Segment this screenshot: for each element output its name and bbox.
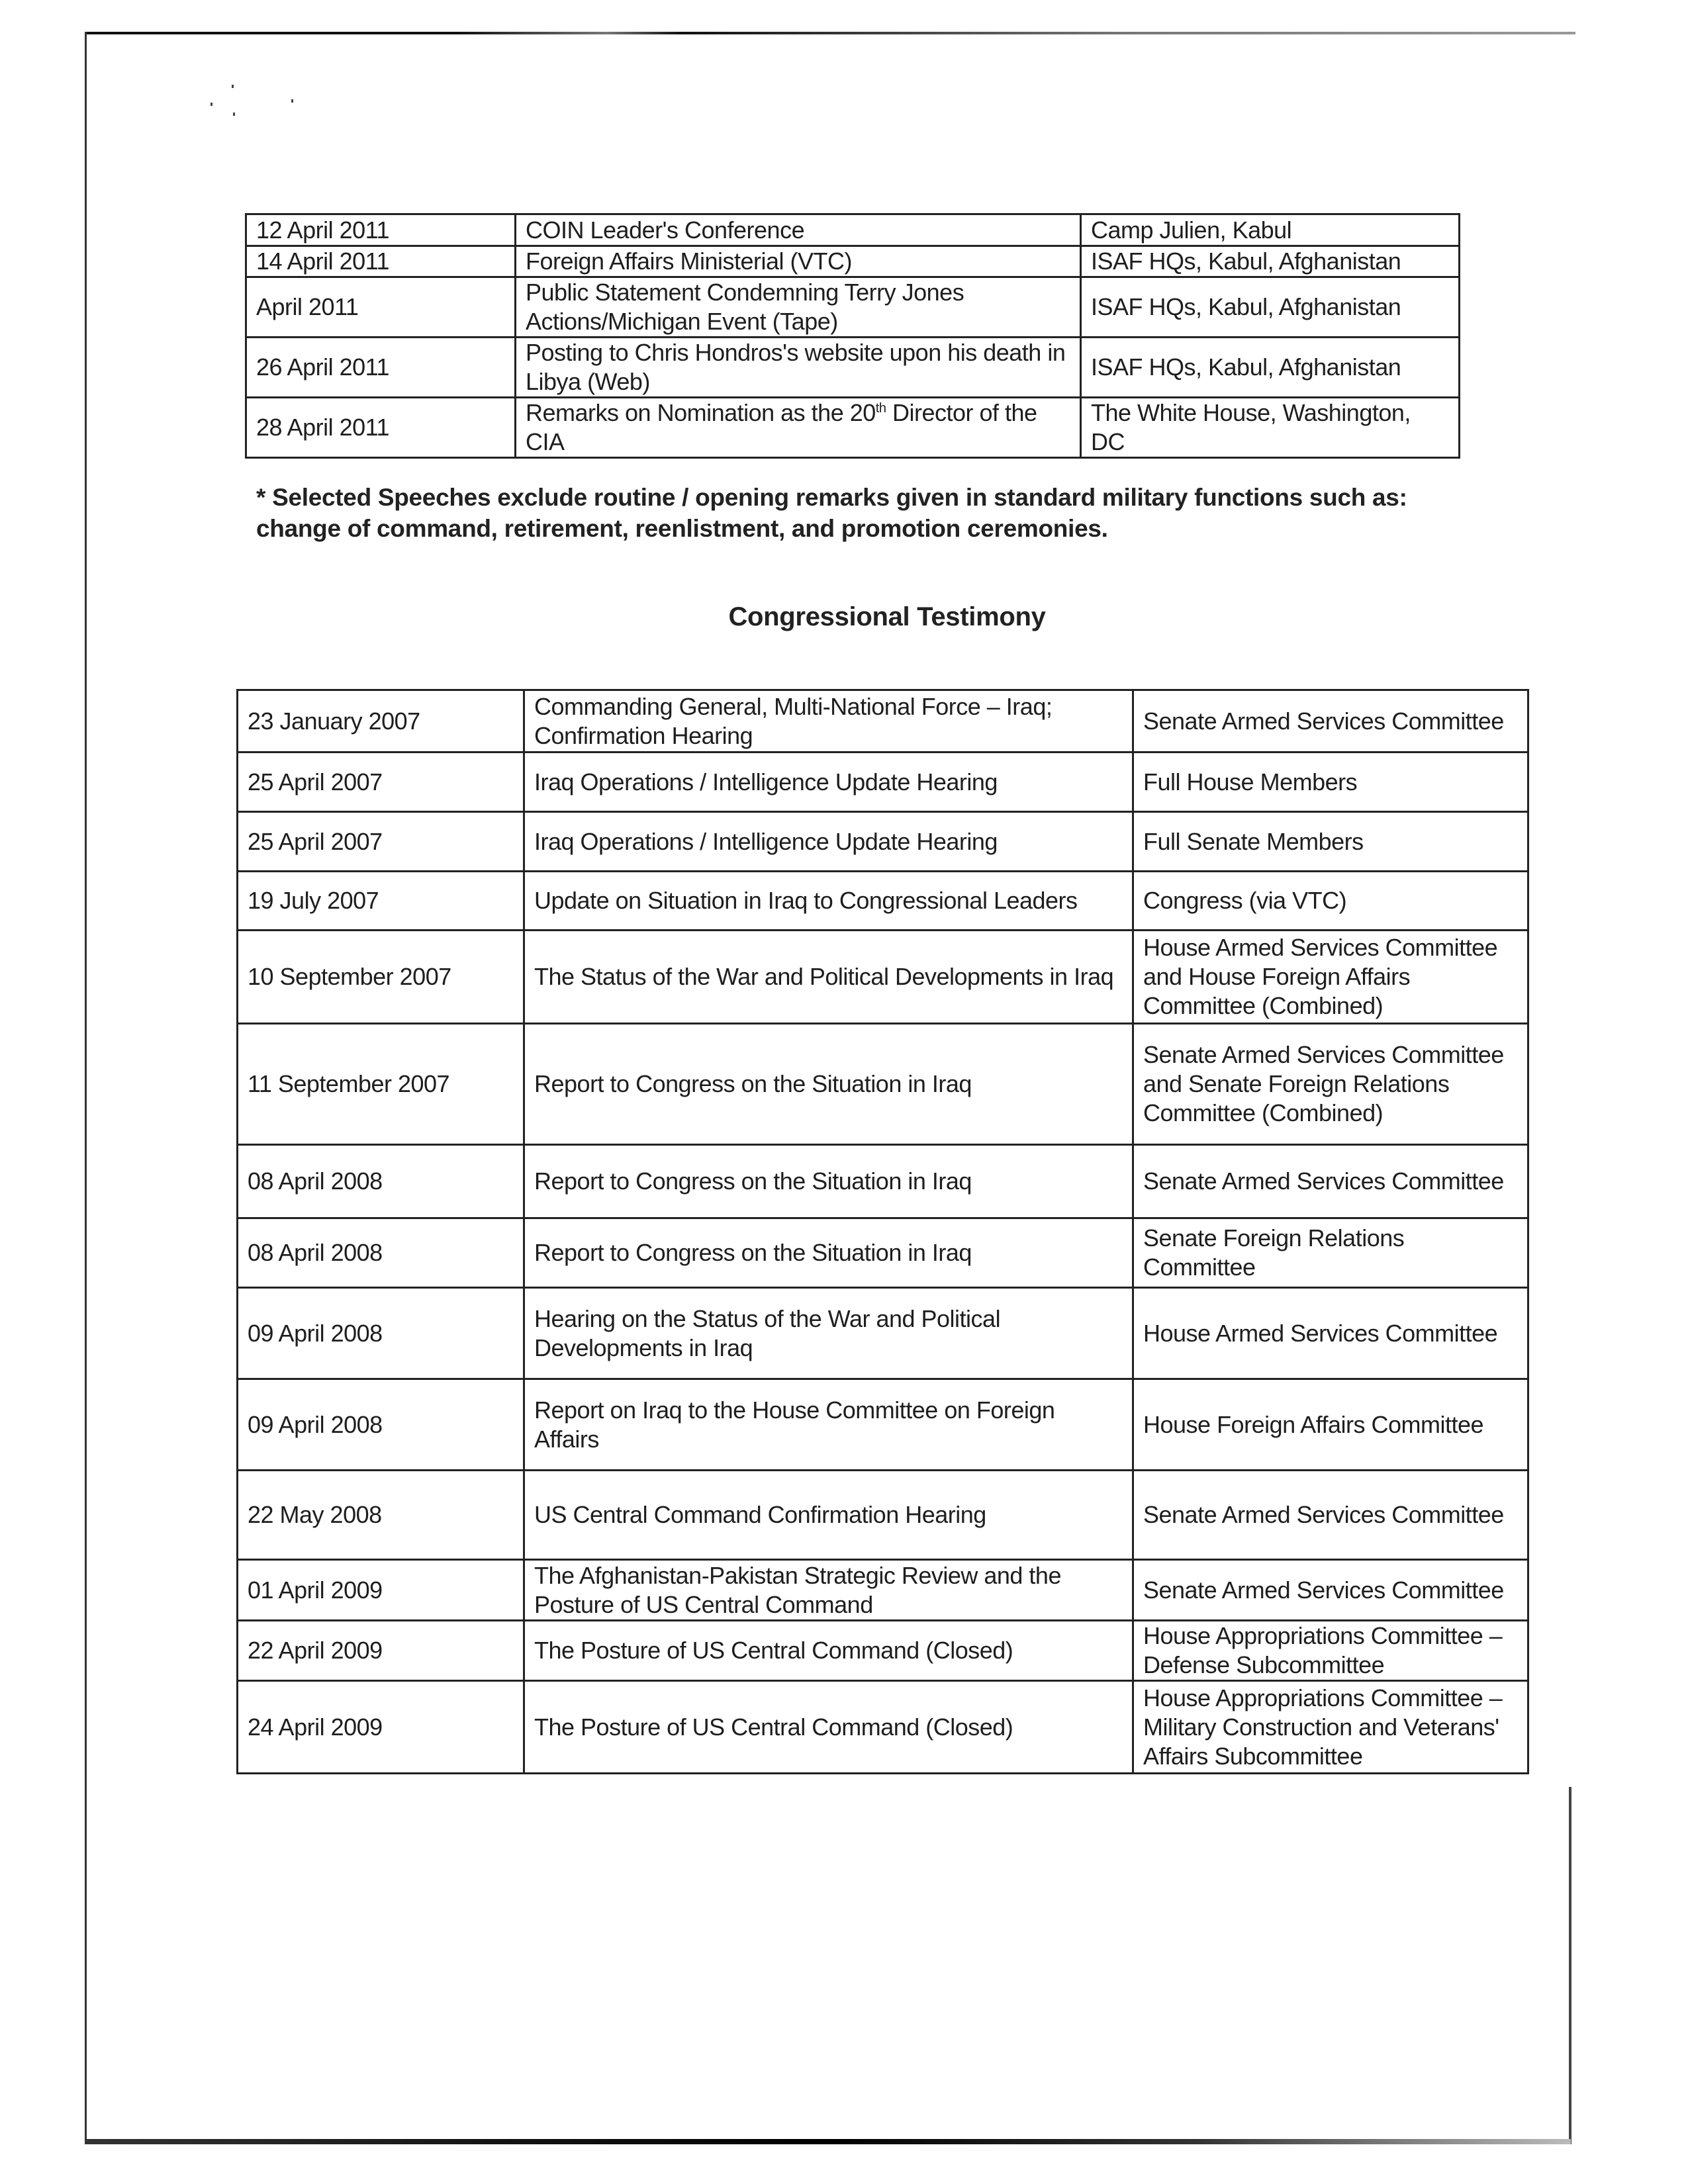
page-border-right: [1569, 1787, 1571, 2144]
page-border-bottom: [85, 2139, 1571, 2144]
location-cell: ISAF HQs, Kabul, Afghanistan: [1081, 338, 1460, 398]
body-cell: Senate Foreign Relations Committee: [1133, 1218, 1528, 1288]
table-row: [238, 872, 1528, 931]
table-row: [238, 1471, 1528, 1560]
table-row: [238, 1024, 1528, 1145]
table-row: [238, 1621, 1528, 1681]
topic-cell: The Posture of US Central Command (Closed): [524, 1681, 1133, 1774]
event-cell: Foreign Affairs Ministerial (VTC): [516, 246, 1081, 277]
speeches-footnote: * Selected Speeches exclude routine / opening remarks given in standard military functions such as: change of command, retirement, reenlistment, and promotion ceremonies.: [256, 484, 1407, 542]
table-row: [246, 398, 1460, 458]
table-row: [238, 1145, 1528, 1218]
table-row: [238, 931, 1528, 1024]
topic-cell: Commanding General, Multi-National Force – Iraq; Confirmation Hearing: [524, 690, 1133, 752]
topic-cell: The Afghanistan-Pakistan Strategic Review and the Posture of US Central Command: [524, 1560, 1133, 1621]
date-cell: 12 April 2011: [246, 214, 516, 246]
body-cell: House Foreign Affairs Committee: [1133, 1379, 1528, 1471]
table-row: [238, 690, 1528, 752]
topic-cell: Update on Situation in Iraq to Congressional Leaders: [524, 872, 1133, 931]
table-row: [238, 812, 1528, 872]
date-cell: April 2011: [246, 277, 516, 338]
scan-speck: [211, 103, 212, 106]
topic-cell: Report to Congress on the Situation in Iraq: [524, 1024, 1133, 1145]
topic-cell: Iraq Operations / Intelligence Update Hearing: [524, 752, 1133, 812]
topic-cell: The Status of the War and Political Developments in Iraq: [524, 931, 1133, 1024]
body-cell: Senate Armed Services Committee: [1133, 1145, 1528, 1218]
body-cell: Full House Members: [1133, 752, 1528, 812]
date-cell: 26 April 2011: [246, 338, 516, 398]
topic-cell: Report on Iraq to the House Committee on Foreign Affairs: [524, 1379, 1133, 1471]
event-cell: Public Statement Condemning Terry Jones Actions/Michigan Event (Tape): [516, 277, 1081, 338]
date-cell: 14 April 2011: [246, 246, 516, 277]
scan-speck: [232, 85, 234, 88]
table-row: [246, 277, 1460, 338]
date-cell: 08 April 2008: [238, 1218, 524, 1288]
topic-cell: Iraq Operations / Intelligence Update Hearing: [524, 812, 1133, 872]
date-cell: 08 April 2008: [238, 1145, 524, 1218]
topic-cell: Report to Congress on the Situation in Iraq: [524, 1145, 1133, 1218]
event-text: Remarks on Nomination as the 20: [526, 399, 876, 426]
date-cell: 23 January 2007: [238, 690, 524, 752]
section-heading: Congressional Testimony: [728, 602, 1046, 631]
table-row: [246, 338, 1460, 398]
scan-speck: [291, 99, 293, 103]
body-cell: Senate Armed Services Committee: [1133, 690, 1528, 752]
event-text-continued: Director of the CIA: [526, 399, 1037, 455]
page-border-left: [85, 32, 87, 2143]
location-cell: ISAF HQs, Kabul, Afghanistan: [1081, 277, 1460, 338]
topic-cell: Report to Congress on the Situation in Iraq: [524, 1218, 1133, 1288]
body-cell: Senate Armed Services Committee and Senate Foreign Relations Committee (Combined): [1133, 1024, 1528, 1145]
body-cell: Senate Armed Services Committee: [1133, 1560, 1528, 1621]
ordinal-suffix: th: [875, 401, 886, 416]
date-cell: 25 April 2007: [238, 812, 524, 872]
location-cell: ISAF HQs, Kabul, Afghanistan: [1081, 246, 1460, 277]
body-cell: House Appropriations Committee – Military Construction and Veterans' Affairs Subcommittee: [1133, 1681, 1528, 1774]
table-row: [238, 1218, 1528, 1288]
date-cell: 22 April 2009: [238, 1621, 524, 1681]
event-cell: [516, 398, 1081, 458]
date-cell: 25 April 2007: [238, 752, 524, 812]
page-border-top: [85, 32, 1575, 34]
location-cell: The White House, Washington, DC: [1081, 398, 1460, 458]
table-row: [238, 1379, 1528, 1471]
topic-cell: US Central Command Confirmation Hearing: [524, 1471, 1133, 1560]
scan-speck: [233, 113, 235, 116]
date-cell: 28 April 2011: [246, 398, 516, 458]
table-row: [238, 1288, 1528, 1379]
event-cell: Posting to Chris Hondros's website upon his death in Libya (Web): [516, 338, 1081, 398]
topic-cell: The Posture of US Central Command (Closed): [524, 1621, 1133, 1681]
body-cell: House Armed Services Committee: [1133, 1288, 1528, 1379]
body-cell: Congress (via VTC): [1133, 872, 1528, 931]
body-cell: House Armed Services Committee and House Foreign Affairs Committee (Combined): [1133, 931, 1528, 1024]
body-cell: Full Senate Members: [1133, 812, 1528, 872]
table-row: [238, 752, 1528, 812]
date-cell: 09 April 2008: [238, 1379, 524, 1471]
table-row: [246, 214, 1460, 246]
date-cell: 19 July 2007: [238, 872, 524, 931]
speeches-table: [245, 213, 1460, 459]
date-cell: 24 April 2009: [238, 1681, 524, 1774]
date-cell: 09 April 2008: [238, 1288, 524, 1379]
table-row: [238, 1681, 1528, 1774]
event-cell: COIN Leader's Conference: [516, 214, 1081, 246]
body-cell: Senate Armed Services Committee: [1133, 1471, 1528, 1560]
body-cell: House Appropriations Committee – Defense Subcommittee: [1133, 1621, 1528, 1681]
date-cell: 22 May 2008: [238, 1471, 524, 1560]
date-cell: 11 September 2007: [238, 1024, 524, 1145]
testimony-table: [236, 689, 1529, 1774]
location-cell: Camp Julien, Kabul: [1081, 214, 1460, 246]
date-cell: 10 September 2007: [238, 931, 524, 1024]
table-row: [238, 1560, 1528, 1621]
date-cell: 01 April 2009: [238, 1560, 524, 1621]
table-row: [246, 246, 1460, 277]
topic-cell: Hearing on the Status of the War and Political Developments in Iraq: [524, 1288, 1133, 1379]
